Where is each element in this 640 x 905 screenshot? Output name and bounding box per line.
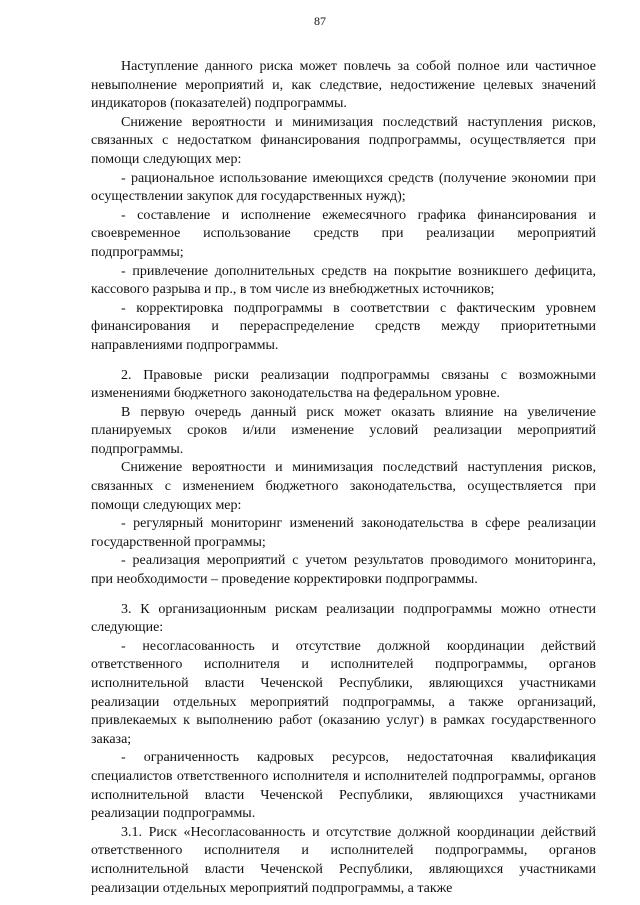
paragraph: Снижение вероятности и минимизация последствий наступления рисков, связанных с изменением бюджетного законодательства, осуществляется при помощи следующих мер:: [91, 460, 596, 513]
document-body: [91, 58, 596, 898]
list-item: - привлечение дополнительных средств на покрытие возникшего дефицита, кассового разрыва и пр., в том числе из внебюджетных источников;: [91, 263, 596, 298]
section-heading-paragraph: 2. Правовые риски реализации подпрограммы связаны с возможными изменениями бюджетного законодательства на федеральном уровне.: [91, 367, 596, 402]
list-item: - регулярный мониторинг изменений законодательства в сфере реализации государственной программы;: [91, 516, 596, 550]
paragraph: Наступление данного риска может повлечь за собой полное или частичное невыполнение мероприятий и, как следствие, недостижение целевых значений индикаторов (показателей) подпрограммы.: [91, 59, 596, 112]
list-item: - реализация мероприятий с учетом результатов проводимого мониторинга, при необходимости – проведение корректировки подпрограммы.: [91, 553, 596, 588]
paragraph: В первую очередь данный риск может оказать влияние на увеличение планируемых сроков и/или изменение условий реализации мероприятий подпрограммы.: [91, 404, 596, 457]
list-item: - несогласованность и отсутствие должной координации действий ответственного исполнителя и исполнителей подпрограммы, органов исполнительной власти Чеченской Республики, являющихся участниками реализации отдельных мероприятий подпрограммы, а также организаций, привлекаемых к выполнению работ (оказанию услуг) в рамках государственного заказа;: [91, 638, 596, 747]
paragraph: Снижение вероятности и минимизация последствий наступления рисков, связанных с недостатком финансирования подпрограммы, осуществляется при помощи следующих мер:: [91, 114, 596, 167]
list-item: - составление и исполнение ежемесячного графика финансирования и своевременное использование средств при реализации мероприятий подпрограммы;: [91, 207, 596, 260]
section-heading-paragraph: 3. К организационным рискам реализации подпрограммы можно отнести следующие:: [91, 601, 596, 636]
list-item: - рациональное использование имеющихся средств (получение экономии при осуществлении закупок для государственных нужд);: [91, 170, 596, 205]
paragraph: 3.1. Риск «Несогласованность и отсутствие должной координации действий ответственного исполнителя и исполнителей подпрограммы, органов исполнительной власти Чеченской Республики, являющихся участниками реализации отдельных мероприятий подпрограммы, а также: [91, 824, 596, 896]
page-number: 87: [314, 14, 326, 28]
list-item: - ограниченность кадровых ресурсов, недостаточная квалификация специалистов ответственного исполнителя и исполнителей подпрограммы, органов исполнительной власти Чеченской Республики, являющихся участниками реализации подпрограммы.: [91, 750, 596, 822]
list-item: - корректировка подпрограммы в соответствии с фактическим уровнем финансирования и перераспределение средств между приоритетными направлениями подпрограммы.: [91, 300, 596, 353]
